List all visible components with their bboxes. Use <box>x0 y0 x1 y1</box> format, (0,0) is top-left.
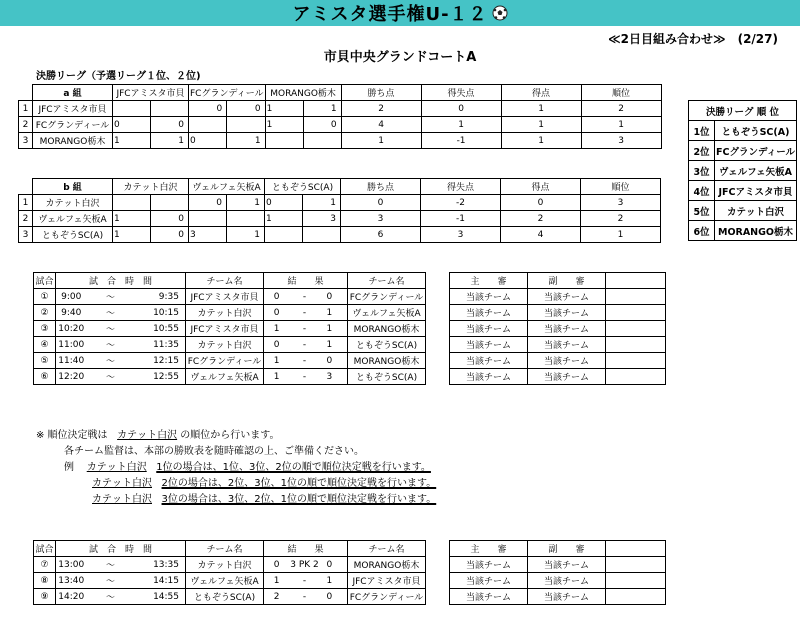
gap <box>426 321 450 337</box>
start-time: 9:40 <box>56 305 92 321</box>
start-time: 13:40 <box>56 573 92 589</box>
col-header: 副 審 <box>528 541 606 557</box>
blank <box>606 321 666 337</box>
away-team: MORANGO栃木 <box>348 353 426 369</box>
team-name: MORANGO栃木 <box>715 221 797 241</box>
col-header: チーム名 <box>186 273 264 289</box>
gap <box>426 589 450 605</box>
assistant-referee: 当該チーム <box>528 353 606 369</box>
goal-diff-cell: 1 <box>421 117 501 133</box>
section-label: 決勝リーグ（予選リーグ１位、２位) <box>36 71 201 82</box>
ranking-row <box>689 141 797 161</box>
assistant-referee: 当該チーム <box>528 305 606 321</box>
end-time: 10:55 <box>130 321 186 337</box>
time-separator: ～ <box>92 289 130 305</box>
points-cell: 2 <box>341 101 421 117</box>
ranking-title: 決勝リーグ 順 位 <box>689 101 797 121</box>
goals-cell: 1 <box>501 133 581 149</box>
col-header: 副 審 <box>528 273 606 289</box>
away-team: FCグランディール <box>348 589 426 605</box>
referee: 当該チーム <box>450 589 528 605</box>
points-cell: 3 <box>341 211 421 227</box>
blank <box>606 369 666 385</box>
goal-diff-cell: -2 <box>421 195 501 211</box>
home-score: 0 <box>264 337 284 353</box>
ranking-row <box>689 161 797 181</box>
start-time: 10:20 <box>56 321 92 337</box>
score-cell <box>189 211 227 227</box>
end-time: 12:15 <box>130 353 186 369</box>
score-separator: 3 PK 2 <box>284 557 326 573</box>
court-title: 市貝中央グランドコートA <box>323 50 477 65</box>
team-name: FCグランディール <box>715 141 797 161</box>
away-team: MORANGO栃木 <box>348 321 426 337</box>
referee: 当該チーム <box>450 337 528 353</box>
away-score: 3 <box>326 369 348 385</box>
col-header: 得点 <box>501 179 581 195</box>
home-score: 1 <box>264 321 284 337</box>
away-score: 1 <box>326 573 348 589</box>
col-header: 得失点 <box>421 179 501 195</box>
score-cell <box>227 211 265 227</box>
rank-cell: 1 <box>581 227 661 243</box>
score-cell <box>189 117 227 133</box>
away-score: 0 <box>326 557 348 573</box>
example-text: 2位の場合は、2位、3位、1位の順で順位決定戦を行います。 <box>161 478 437 489</box>
score-cell: 1 <box>265 211 303 227</box>
score-cell <box>151 101 189 117</box>
time-separator: ～ <box>92 337 130 353</box>
gap <box>426 369 450 385</box>
away-team: ヴェルフェ矢板A <box>348 305 426 321</box>
col-header: FCグランディール <box>189 85 266 101</box>
score-cell: 0 <box>265 195 303 211</box>
referee: 当該チーム <box>450 305 528 321</box>
away-score: 1 <box>326 305 348 321</box>
goal-diff-cell: 0 <box>421 101 501 117</box>
note-line-1 <box>36 428 436 444</box>
col-header: 主 審 <box>450 541 528 557</box>
score-separator: - <box>284 321 326 337</box>
score-cell <box>303 133 341 149</box>
points-cell: 0 <box>341 195 421 211</box>
col-header: ともぞうSC(A) <box>265 179 341 195</box>
ranking-row <box>689 221 797 241</box>
col-header: 勝ち点 <box>341 85 421 101</box>
assistant-referee: 当該チーム <box>528 589 606 605</box>
referee: 当該チーム <box>450 321 528 337</box>
assistant-referee: 当該チーム <box>528 321 606 337</box>
gap <box>426 557 450 573</box>
col-header: 試合 <box>34 541 56 557</box>
end-time: 14:15 <box>130 573 186 589</box>
home-team: ヴェルフェ矢板A <box>186 573 264 589</box>
score-separator: - <box>284 573 326 589</box>
ranking-row <box>689 121 797 141</box>
score-cell: 1 <box>265 117 303 133</box>
row-number: 1 <box>19 101 33 117</box>
score-cell: 0 <box>189 101 227 117</box>
match-number: ⑨ <box>34 589 56 605</box>
end-time: 14:55 <box>130 589 186 605</box>
referee: 当該チーム <box>450 353 528 369</box>
col-header: 試 合 時 間 <box>56 541 186 557</box>
score-cell: 1 <box>265 101 303 117</box>
example-line <box>36 476 436 492</box>
home-team: JFCアミスタ市貝 <box>186 321 264 337</box>
time-separator: ～ <box>92 369 130 385</box>
score-cell: 1 <box>227 133 265 149</box>
example-team: カテット白沢 <box>92 478 152 489</box>
score-cell: 1 <box>113 227 151 243</box>
row-number: 2 <box>19 117 33 133</box>
rank-label: 1位 <box>689 121 715 141</box>
assistant-referee: 当該チーム <box>528 557 606 573</box>
score-cell: 0 <box>189 133 227 149</box>
score-cell: 3 <box>189 227 227 243</box>
blank <box>606 305 666 321</box>
score-cell: 0 <box>113 117 151 133</box>
table-row <box>19 101 662 117</box>
rank-label: 2位 <box>689 141 715 161</box>
group-a-header <box>19 85 662 101</box>
team-name: ヴェルフェ矢板A <box>33 211 113 227</box>
points-cell: 4 <box>341 117 421 133</box>
away-team: MORANGO栃木 <box>348 557 426 573</box>
home-score: 1 <box>264 573 284 589</box>
home-score: 0 <box>264 557 284 573</box>
home-score: 2 <box>264 589 284 605</box>
row-number: 3 <box>19 227 33 243</box>
score-cell: 0 <box>227 101 265 117</box>
match-number: ① <box>34 289 56 305</box>
blank <box>606 589 666 605</box>
note-team: カテット白沢 <box>117 430 178 441</box>
points-cell: 6 <box>341 227 421 243</box>
goal-diff-cell: -1 <box>421 211 501 227</box>
assistant-referee: 当該チーム <box>528 369 606 385</box>
note-text: の順位から行います。 <box>180 430 280 441</box>
match-number: ③ <box>34 321 56 337</box>
team-name: ともぞうSC(A) <box>715 121 797 141</box>
col-header: 順位 <box>581 85 661 101</box>
example-label: 例 <box>64 462 74 473</box>
score-cell: 3 <box>303 211 341 227</box>
score-cell <box>113 101 151 117</box>
referee: 当該チーム <box>450 573 528 589</box>
gap <box>426 305 450 321</box>
table-row <box>19 211 661 227</box>
rank-cell: 2 <box>581 101 661 117</box>
match-row <box>34 289 666 305</box>
goals-cell: 1 <box>501 101 581 117</box>
score-cell <box>265 227 303 243</box>
soccer-ball-icon <box>492 5 508 21</box>
col-header: 試合 <box>34 273 56 289</box>
score-separator: - <box>284 305 326 321</box>
table-row <box>19 117 662 133</box>
col-header: ヴェルフェ矢板A <box>189 179 265 195</box>
group-b-table <box>18 178 661 243</box>
team-name: カテット白沢 <box>715 201 797 221</box>
col-header: 順位 <box>581 179 661 195</box>
gap <box>426 353 450 369</box>
ranking-row <box>689 201 797 221</box>
team-name: カテット白沢 <box>33 195 113 211</box>
time-separator: ～ <box>92 321 130 337</box>
team-name: ともぞうSC(A) <box>33 227 113 243</box>
score-cell: 1 <box>113 133 151 149</box>
col-header: 結 果 <box>264 541 348 557</box>
score-cell: 1 <box>227 195 265 211</box>
points-cell: 1 <box>341 133 421 149</box>
time-separator: ～ <box>92 557 130 573</box>
home-team: FCグランディール <box>186 353 264 369</box>
table-row <box>19 195 661 211</box>
blank <box>606 289 666 305</box>
group-b-name: b 組 <box>33 179 113 195</box>
score-separator: - <box>284 353 326 369</box>
start-time: 12:20 <box>56 369 92 385</box>
schedule-header <box>34 273 666 289</box>
away-team: ともぞうSC(A) <box>348 337 426 353</box>
goals-cell: 1 <box>501 117 581 133</box>
col-header: 勝ち点 <box>341 179 421 195</box>
score-cell <box>151 195 189 211</box>
end-time: 9:35 <box>130 289 186 305</box>
match-row <box>34 589 666 605</box>
match-row <box>34 353 666 369</box>
end-time: 11:35 <box>130 337 186 353</box>
rank-label: 3位 <box>689 161 715 181</box>
home-team: ともぞうSC(A) <box>186 589 264 605</box>
score-cell <box>227 117 265 133</box>
page-title: アミスタ選手権U-１２ <box>292 4 488 25</box>
goals-cell: 2 <box>501 211 581 227</box>
row-number: 3 <box>19 133 33 149</box>
score-separator: - <box>284 289 326 305</box>
example-text: 3位の場合は、3位、2位、1位の順で順位決定戦を行います。 <box>161 494 437 505</box>
start-time: 11:00 <box>56 337 92 353</box>
score-cell: 0 <box>151 227 189 243</box>
score-cell: 1 <box>227 227 265 243</box>
time-separator: ～ <box>92 353 130 369</box>
match-number: ⑦ <box>34 557 56 573</box>
match-row <box>34 321 666 337</box>
col-header: JFCアミスタ市貝 <box>113 85 189 101</box>
match-row <box>34 305 666 321</box>
assistant-referee: 当該チーム <box>528 573 606 589</box>
end-time: 12:55 <box>130 369 186 385</box>
match-number: ⑧ <box>34 573 56 589</box>
match-number: ④ <box>34 337 56 353</box>
blank <box>606 573 666 589</box>
score-cell: 0 <box>189 195 227 211</box>
home-team: カテット白沢 <box>186 305 264 321</box>
ranking-row <box>689 181 797 201</box>
title-banner <box>0 0 800 26</box>
start-time: 14:20 <box>56 589 92 605</box>
rank-cell: 3 <box>581 195 661 211</box>
rank-cell: 3 <box>581 133 661 149</box>
score-cell <box>265 133 303 149</box>
end-time: 10:15 <box>130 305 186 321</box>
time-separator: ～ <box>92 305 130 321</box>
assistant-referee: 当該チーム <box>528 337 606 353</box>
away-score: 1 <box>326 337 348 353</box>
home-score: 0 <box>264 289 284 305</box>
time-separator: ～ <box>92 573 130 589</box>
group-a-name: a 組 <box>33 85 113 101</box>
score-cell: 1 <box>113 211 151 227</box>
example-team: カテット白沢 <box>92 494 152 505</box>
away-team: ともぞうSC(A) <box>348 369 426 385</box>
referee: 当該チーム <box>450 557 528 573</box>
col-header: 得点 <box>501 85 581 101</box>
col-header: 得失点 <box>421 85 501 101</box>
score-separator: - <box>284 369 326 385</box>
team-name: ヴェルフェ矢板A <box>715 161 797 181</box>
example-text: 1位の場合は、1位、3位、2位の順で順位決定戦を行います。 <box>156 462 431 473</box>
score-cell: 1 <box>303 101 341 117</box>
score-separator: - <box>284 589 326 605</box>
row-number: 2 <box>19 211 33 227</box>
col-header: 結 果 <box>264 273 348 289</box>
schedule-header <box>34 541 666 557</box>
gap <box>426 573 450 589</box>
match-row <box>34 369 666 385</box>
start-time: 13:00 <box>56 557 92 573</box>
home-team: ヴェルフェ矢板A <box>186 369 264 385</box>
example-line <box>36 492 436 508</box>
home-score: 1 <box>264 369 284 385</box>
away-score: 1 <box>326 321 348 337</box>
match-row <box>34 337 666 353</box>
row-number: 1 <box>19 195 33 211</box>
note-line-2: 各チーム監督は、本部の勝敗表を随時確認の上、ご準備ください。 <box>64 446 364 457</box>
col-header: 試 合 時 間 <box>56 273 186 289</box>
team-name: MORANGO栃木 <box>33 133 113 149</box>
score-cell: 0 <box>303 117 341 133</box>
assistant-referee: 当該チーム <box>528 289 606 305</box>
gap <box>426 289 450 305</box>
rank-cell: 1 <box>581 117 661 133</box>
schedule-table-2 <box>33 540 666 605</box>
col-header: MORANGO栃木 <box>265 85 341 101</box>
example-line <box>36 460 436 476</box>
end-time: 13:35 <box>130 557 186 573</box>
rank-label: 5位 <box>689 201 715 221</box>
match-number: ⑤ <box>34 353 56 369</box>
goals-cell: 4 <box>501 227 581 243</box>
rank-cell: 2 <box>581 211 661 227</box>
note-text: ※ 順位決定戦は <box>36 430 108 441</box>
col-header: 主 審 <box>450 273 528 289</box>
rank-label: 4位 <box>689 181 715 201</box>
gap <box>426 337 450 353</box>
col-header: チーム名 <box>348 273 426 289</box>
table-row <box>19 133 662 149</box>
start-time: 11:40 <box>56 353 92 369</box>
schedule-table-1 <box>33 272 666 385</box>
table-row <box>19 227 661 243</box>
match-number: ② <box>34 305 56 321</box>
team-name: FCグランディール <box>33 117 113 133</box>
team-name: JFCアミスタ市貝 <box>33 101 113 117</box>
time-separator: ～ <box>92 589 130 605</box>
goals-cell: 0 <box>501 195 581 211</box>
goal-diff-cell: -1 <box>421 133 501 149</box>
away-team: FCグランディール <box>348 289 426 305</box>
home-team: カテット白沢 <box>186 557 264 573</box>
col-header: カテット白沢 <box>113 179 189 195</box>
home-team: カテット白沢 <box>186 337 264 353</box>
blank <box>606 353 666 369</box>
example-team: カテット白沢 <box>86 462 147 473</box>
home-team: JFCアミスタ市貝 <box>186 289 264 305</box>
score-separator: - <box>284 337 326 353</box>
match-row <box>34 557 666 573</box>
away-score: 0 <box>326 589 348 605</box>
score-cell <box>303 227 341 243</box>
date-label: ≪2日目組み合わせ≫ (2/27) <box>608 32 778 46</box>
match-number: ⑥ <box>34 369 56 385</box>
blank <box>606 337 666 353</box>
referee: 当該チーム <box>450 369 528 385</box>
score-cell: 0 <box>151 117 189 133</box>
team-name: JFCアミスタ市貝 <box>715 181 797 201</box>
notes-block <box>36 428 436 508</box>
home-score: 0 <box>264 305 284 321</box>
col-header: チーム名 <box>348 541 426 557</box>
match-row <box>34 573 666 589</box>
group-a-table <box>18 84 662 149</box>
col-header: チーム名 <box>186 541 264 557</box>
rank-label: 6位 <box>689 221 715 241</box>
home-score: 1 <box>264 353 284 369</box>
away-score: 0 <box>326 353 348 369</box>
away-score: 0 <box>326 289 348 305</box>
start-time: 9:00 <box>56 289 92 305</box>
goal-diff-cell: 3 <box>421 227 501 243</box>
referee: 当該チーム <box>450 289 528 305</box>
score-cell: 1 <box>303 195 341 211</box>
score-cell: 0 <box>151 211 189 227</box>
blank <box>606 557 666 573</box>
away-team: JFCアミスタ市貝 <box>348 573 426 589</box>
group-b-header <box>19 179 661 195</box>
score-cell <box>113 195 151 211</box>
score-cell: 1 <box>151 133 189 149</box>
final-ranking-table <box>688 100 797 241</box>
